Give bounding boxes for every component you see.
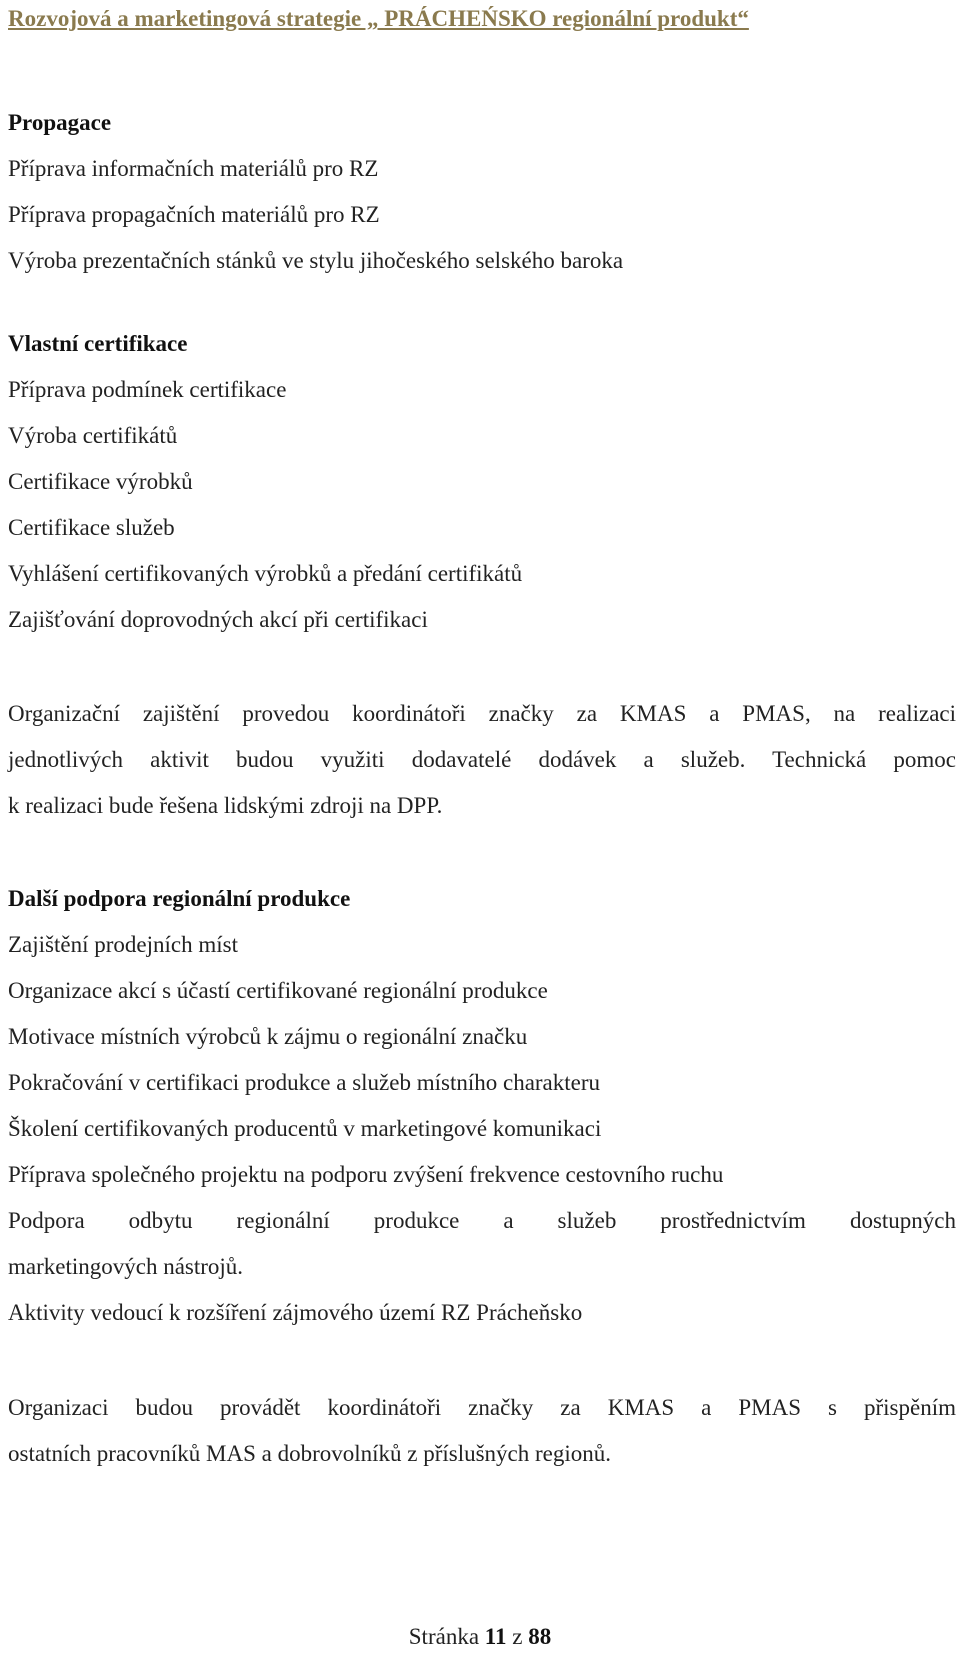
list-item: Vyhlášení certifikovaných výrobků a předání certifikátů [8, 561, 523, 586]
paragraph-line: Organizační zajištění provedou koordinátoři značky za KMAS a PMAS, na realizaci [8, 701, 956, 726]
list-item-wrapped: Podpora odbytu regionální produkce a služeb prostřednictvím dostupných [8, 1208, 956, 1233]
list-item: Certifikace výrobků [8, 469, 193, 494]
running-header: Rozvojová a marketingová strategie „ PRÁCHEŃSKO regionální produkt“ [8, 6, 749, 31]
paragraph-line: jednotlivých aktivit budou využiti dodavatelé dodávek a služeb. Technická pomoc [8, 747, 956, 772]
paragraph-line: ostatních pracovníků MAS a dobrovolníků z příslušných regionů. [8, 1441, 612, 1466]
section-heading: Vlastní certifikace [8, 331, 188, 356]
list-item: Pokračování v certifikaci produkce a služeb místního charakteru [8, 1070, 601, 1095]
section-podpora [8, 876, 956, 1336]
paragraph-line: k realizaci bude řešena lidskými zdroji na DPP. [8, 793, 443, 818]
page-separator: z [512, 1624, 523, 1649]
page-number-footer [0, 1622, 960, 1652]
list-item: Aktivity vedoucí k rozšíření zájmového území RZ Prácheňsko [8, 1300, 583, 1325]
list-item: Zajišťování doprovodných akcí při certifikaci [8, 607, 428, 632]
current-page-number: 11 [484, 1624, 507, 1649]
list-item: Příprava společného projektu na podporu zvýšení frekvence cestovního ruchu [8, 1162, 724, 1187]
section-heading: Propagace [8, 110, 112, 135]
list-item: Certifikace služeb [8, 515, 175, 540]
list-item: Školení certifikovaných producentů v marketingové komunikaci [8, 1116, 602, 1141]
paragraph-organizace-final [8, 1385, 956, 1477]
section-propagace [8, 100, 956, 284]
list-item: Výroba certifikátů [8, 423, 178, 448]
list-item: Zajištění prodejních míst [8, 932, 238, 957]
list-item: Příprava podmínek certifikace [8, 377, 287, 402]
list-item-continuation: marketingových nástrojů. [8, 1254, 244, 1279]
list-item: Příprava propagačních materiálů pro RZ [8, 202, 380, 227]
section-heading: Další podpora regionální produkce [8, 886, 351, 911]
list-item: Motivace místních výrobců k zájmu o regionální značku [8, 1024, 528, 1049]
section-certifikace [8, 321, 956, 643]
list-item: Výroba prezentačních stánků ve stylu jihočeského selského baroka [8, 248, 624, 273]
total-page-count: 88 [528, 1624, 552, 1649]
list-item: Organizace akcí s účastí certifikované regionální produkce [8, 978, 548, 1003]
list-item: Příprava informačních materiálů pro RZ [8, 156, 379, 181]
paragraph-organizace [8, 691, 956, 829]
page-label: Stránka [408, 1624, 480, 1649]
paragraph-line: Organizaci budou provádět koordinátoři značky za KMAS a PMAS s přispěním [8, 1395, 956, 1420]
